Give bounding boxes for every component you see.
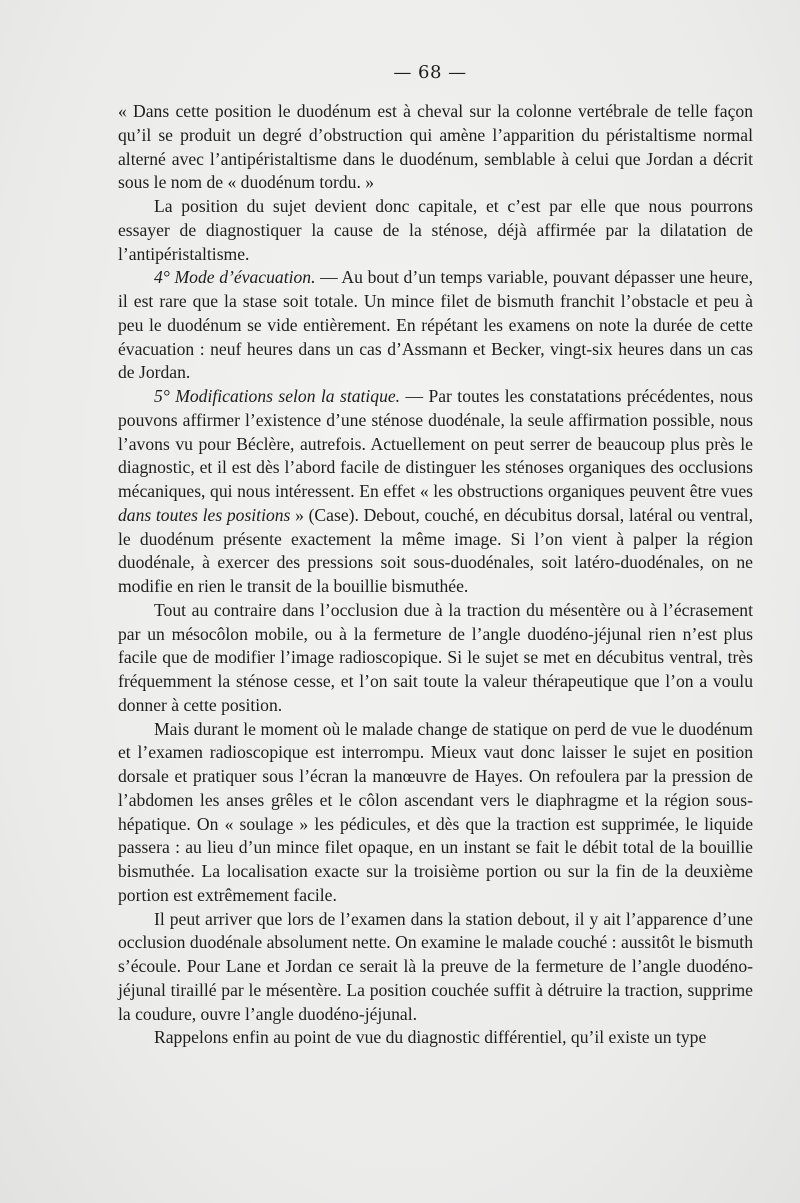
paragraph-station-debout: Il peut arriver que lors de l’examen dans la station debout, il y ait l’apparence d’une occlusion duodénale absolument nette. On examine le malade couché : aussitôt le bismuth s’écoule. Pour Lane et Jordan ce serait là la preuve de la fermeture de l’angle duodéno-jéjunal tiraillé par le mésentère. La position couchée suffit à détruire la traction, supprime la coudure, ouvre l’angle duodéno-jéjunal. — [118, 908, 753, 1024]
paragraph-evacuation — [118, 266, 753, 385]
paragraph-evacuation-text: — Au bout d’un temps variable, pouvant dépasser une heure, il est rare que la stase soit totale. Un mince filet de bismuth franchit l’obstacle et peu à peu le duodénum se vide entièrement. En répétant les examens on note la durée de cette évacuation : neuf heures dans un cas d’Assmann et Becker, vingt-six heures dans un cas de Jordan. — [118, 267, 753, 383]
paragraph-statique-text-after: » (Case). Debout, couché, en décubitus dorsal, latéral ou ventral, le duodénum présente exactement la même image. Si l’on vient à palper la région duodénale, à exercer des pressions soit sous-duodénales, soit latéro-duodénales, on ne modifie en rien le transit de la bouillie bismuthée. — [118, 504, 753, 596]
paragraph-hayes: Mais durant le moment où le malade change de statique on perd de vue le duodénum et l’examen radioscopique est interrompu. Mieux vaut donc laisser le sujet en position dorsale et pratiquer sous l’écran la manœuvre de Hayes. On refoulera par la pression de l’abdomen les anses grêles et le côlon ascendant vers le diaphragme et la région sous-hépatique. On « soulage » les pédicules, et dès que la traction est supprimée, le liquide passera : au lieu d’un mince filet opaque, en un instant se fait le débit total de la bouillie bismuthée. La localisation exacte sur la troisième portion ou sur la fin de la deuxième portion est extrêmement facile. — [118, 718, 753, 905]
emphasis-positions: dans toutes les positions — [118, 504, 291, 525]
paragraph-occlusion: Tout au contraire dans l’occlusion due à la traction du mésentère ou à l’écrasement par un mésocôlon mobile, ou à la fermeture de l’angle duodéno-jéjunal rien n’est plus facile que de modifier l’image radioscopique. Si le sujet se met en décubitus ventral, très fréquemment la sténose cesse, et l’on sait toute la valeur thérapeutique que l’on a voulu donner à cette position. — [118, 599, 753, 715]
paragraph-statique-text-before: — Par toutes les constatations précédentes, nous pouvons affirmer l’existence d’une sténose duodénale, la seule affirmation possible, nous l’avons vu pour Béclère, autrefois. Actuellement on peut serrer de beaucoup plus près le diagnostic, et il est dès l’abord facile de distinguer les sténoses organiques des occlusions mécaniques, qui nous intéressent. En effet « les obstructions organiques peuvent être vues — [118, 386, 753, 501]
paragraph-position: La position du sujet devient donc capitale, et c’est par elle que nous pourrons essayer de diagnostiquer la cause de la sténose, déjà affirmée par la dilatation de l’antipéristaltisme. — [118, 196, 753, 264]
section-heading-statique: 5° Modifications selon la statique. — [154, 386, 401, 406]
paragraph-statique — [118, 385, 753, 599]
paragraph-diagnostic: Rappelons enfin au point de vue du diagnostic différentiel, qu’il existe un type — [154, 1027, 707, 1048]
body-text — [118, 100, 753, 1050]
paragraph-quote-continuation: « Dans cette position le duodénum est à cheval sur la colonne vertébrale de telle façon qu’il se produit un degré d’obstruction qui amène l’apparition du péristaltisme normal alterné avec l’antipéristaltisme dans le duodénum, semblable à celui que Jordan a décrit sous le nom de « duodénum tordu. » — [118, 101, 753, 193]
page-number: — 68 — — [393, 62, 467, 83]
section-heading-evacuation: 4° Mode d’évacuation. — [154, 267, 316, 288]
